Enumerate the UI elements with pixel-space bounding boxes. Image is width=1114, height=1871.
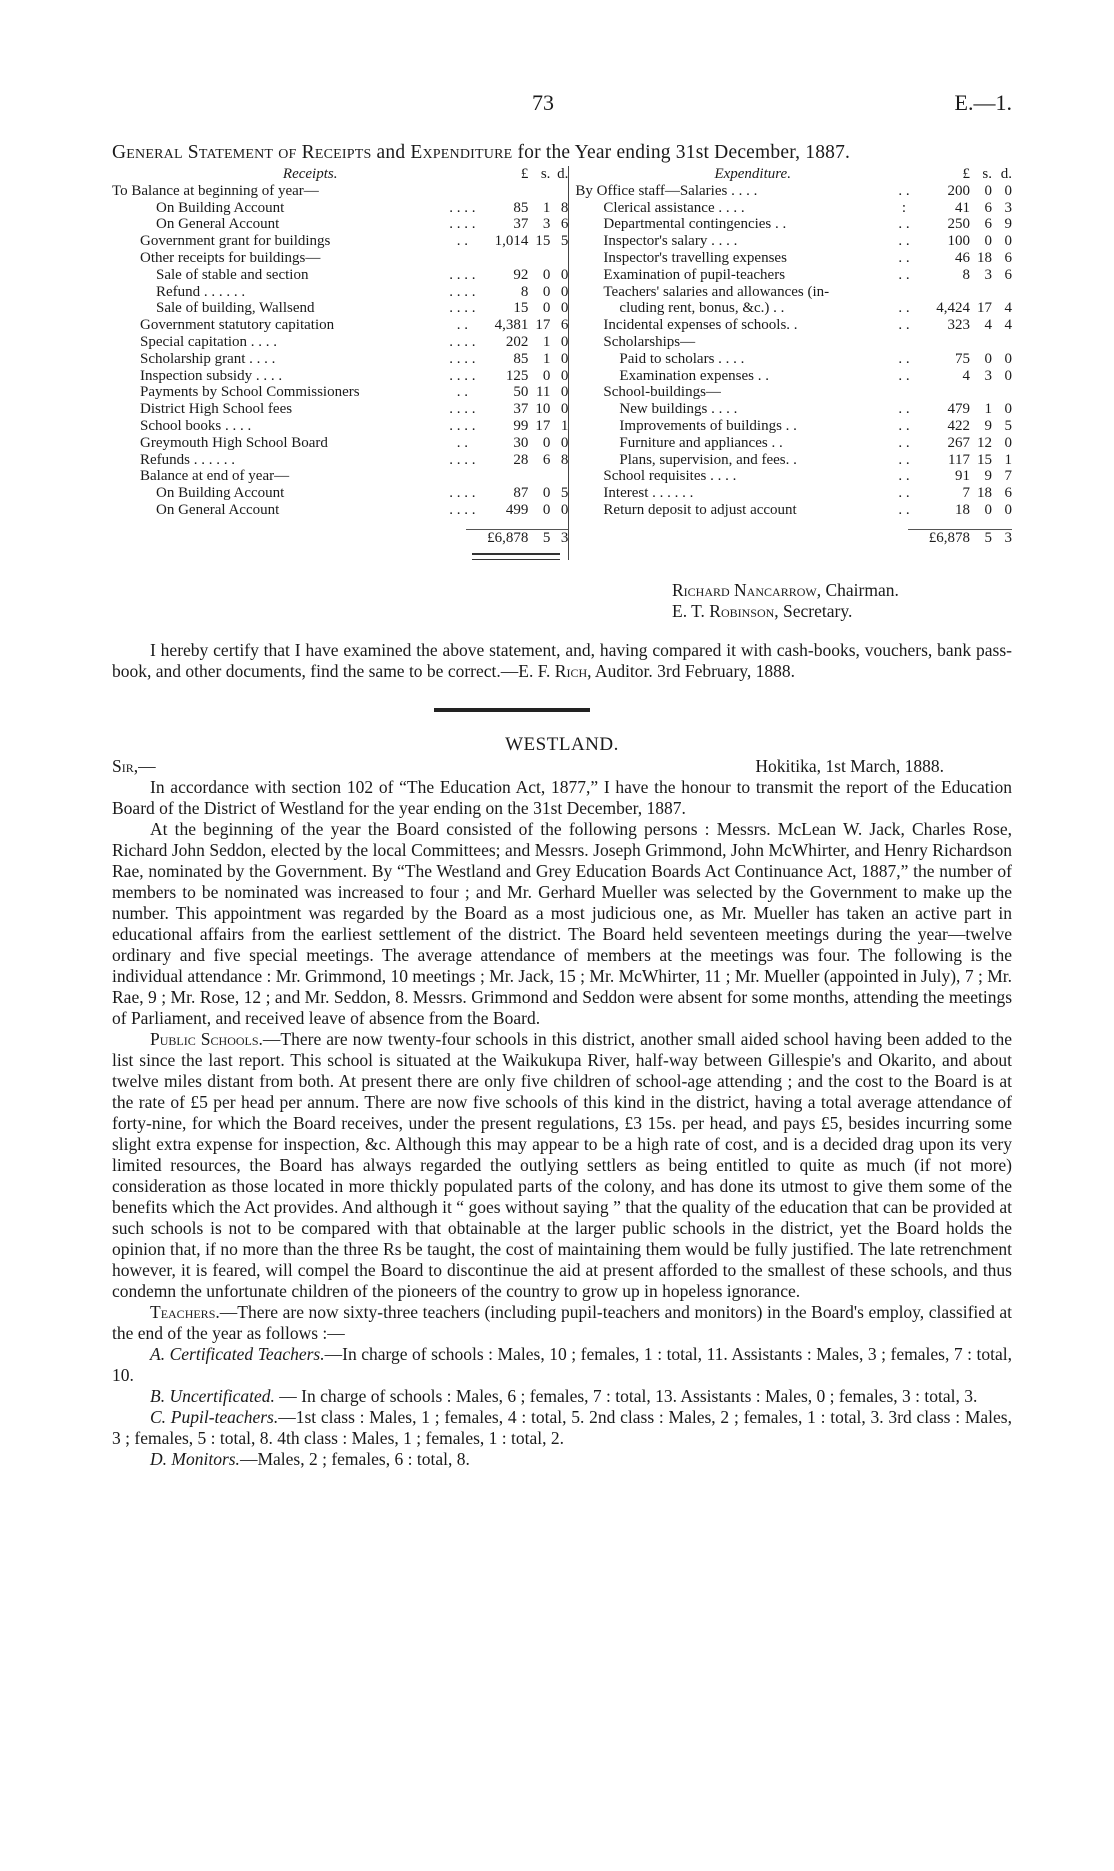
leader-dots: . . . .: [449, 350, 476, 367]
receipt-description: On Building Account: [156, 485, 285, 502]
amount-pence: [550, 250, 568, 267]
receipt-description: Government grant for buildings: [140, 233, 331, 250]
section-divider: [434, 708, 590, 712]
amount-pence: 7: [1004, 468, 1012, 485]
receipt-description: On General Account: [156, 501, 280, 518]
amount-pounds: 46: [955, 249, 970, 266]
expenditure-row: [575, 200, 1012, 217]
leader-dots: . .: [898, 233, 910, 250]
salutation: Sir,—: [112, 755, 156, 776]
receipt-row: [112, 384, 568, 401]
col-pounds: £: [520, 166, 529, 182]
receipt-row: [112, 216, 568, 233]
amount-shillings: 1: [984, 401, 992, 418]
amount-shillings: 0: [542, 434, 551, 451]
amount-pence: 8: [560, 451, 569, 468]
expenditure-row: [575, 250, 1012, 267]
amount-pounds: 87: [513, 485, 529, 502]
amount-pounds: 28: [513, 451, 529, 468]
amount-shillings: 0: [542, 283, 551, 300]
amount-pence: [992, 334, 1012, 351]
receipt-description: Payments by School Commissioners: [140, 384, 360, 401]
amount-shillings: 12: [977, 434, 992, 451]
amount-shillings: 0: [542, 266, 551, 283]
receipts-heading: Receipts.: [282, 166, 338, 182]
statement-title: General Statement of Receipts and Expenditure for the Year ending 31st December, 1887.: [112, 142, 851, 163]
amount-shillings: 1: [542, 199, 551, 216]
leader-dots: . .: [898, 468, 910, 485]
amount-pence: 0: [1004, 401, 1012, 418]
leader-dots: . .: [456, 233, 469, 250]
amount-shillings: [528, 468, 550, 485]
leader-dots: . .: [898, 216, 910, 233]
amount-pounds: 200: [947, 182, 970, 199]
amount-pence: 6: [1004, 485, 1012, 502]
amount-pence: [992, 284, 1012, 301]
amount-shillings: 4: [984, 317, 992, 334]
paragraph-pupil-teachers: C. Pupil-teachers.—1st class : Males, 1 ; females, 4 : total, 5. 2nd class : Males, 2 ; females, 1 : total, 3. 3rd class : Males, 3 ; females, 5 : total, 8. 4th class : Males, 1 ; females, 1 : total, 2.: [112, 1406, 1012, 1448]
accounts-table: [112, 166, 1012, 560]
amount-shillings: [528, 250, 550, 267]
leader-dots: . .: [898, 350, 910, 367]
receipt-row: [112, 284, 568, 301]
receipt-row: [112, 267, 568, 284]
amount-pounds: 18: [955, 501, 970, 518]
amount-shillings: 6: [984, 199, 992, 216]
expenditure-header: Expenditure. £ s. d.: [575, 166, 1012, 183]
amount-shillings: 6: [984, 216, 992, 233]
amount-pounds: 267: [947, 434, 970, 451]
amount-pence: 1: [560, 417, 569, 434]
receipts-total: £6,878 5 3: [112, 529, 568, 547]
expenditure-column: [569, 166, 1012, 560]
expenditure-description: School requisites . . . .: [603, 468, 737, 485]
amount-shillings: 0: [984, 501, 992, 518]
receipt-row: [112, 317, 568, 334]
leader-dots: . .: [898, 182, 910, 199]
amount-pounds: [918, 284, 970, 301]
expenditure-row: [575, 183, 1012, 200]
amount-shillings: 0: [542, 485, 551, 502]
leader-dots: . . . .: [449, 367, 476, 384]
leader-dots: . .: [898, 451, 910, 468]
amount-pounds: 422: [947, 417, 970, 434]
expenditure-description: Paid to scholars . . . .: [619, 350, 745, 367]
expenditure-row: [575, 468, 1012, 485]
leader-dots: . . . .: [449, 283, 476, 300]
amount-pence: 0: [560, 434, 569, 451]
leader-dots: . .: [898, 266, 910, 283]
amount-pounds: [476, 250, 528, 267]
amount-shillings: 10: [535, 401, 551, 418]
leader-dots: . . . .: [449, 266, 476, 283]
expenditure-description: Examination of pupil-teachers: [603, 266, 786, 283]
paragraph-certificated: A. Certificated Teachers.—In charge of schools : Males, 10 ; females, 1 : total, 11. Assistants : Males, 3 ; females, 7 : total, 10.: [112, 1343, 1012, 1385]
amount-pounds: 323: [947, 317, 970, 334]
leader-dots: [448, 468, 476, 485]
document-reference: E.—1.: [954, 90, 1012, 115]
expenditure-description: Clerical assistance . . . .: [603, 199, 745, 216]
secretary-signature: E. T. Robinson, Secretary.: [672, 600, 853, 621]
amount-pounds: 37: [513, 401, 529, 418]
amount-pounds: 202: [505, 333, 529, 350]
page-number: 73: [532, 90, 554, 115]
amount-shillings: 3: [542, 216, 551, 233]
auditor-certificate: I hereby certify that I have examined the above statement, and, having compared it with cash-books, vouchers, bank pass-book, and other documents, find the same to be correct.—E. F. Rich, Auditor. 3rd February, 1888.: [112, 639, 1012, 681]
amount-shillings: 0: [984, 350, 992, 367]
leader-dots: . . . .: [449, 333, 476, 350]
amount-shillings: [970, 284, 992, 301]
amount-pounds: 250: [947, 216, 970, 233]
amount-pence: 0: [560, 333, 569, 350]
amount-pence: 6: [560, 317, 569, 334]
amount-pence: 1: [1004, 451, 1012, 468]
expenditure-row: [575, 233, 1012, 250]
expenditure-row: [575, 384, 1012, 401]
leader-dots: . . . .: [449, 401, 476, 418]
amount-pence: 0: [1004, 182, 1012, 199]
amount-shillings: 15: [535, 233, 551, 250]
receipt-row: [112, 502, 568, 519]
amount-pounds: 41: [955, 199, 970, 216]
receipts-column: [112, 166, 569, 560]
expenditure-row: [575, 368, 1012, 385]
amount-pounds: 479: [947, 401, 970, 418]
expenditure-row: [575, 401, 1012, 418]
leader-dots: [890, 334, 918, 351]
leader-dots: . .: [898, 501, 910, 518]
amount-shillings: 17: [535, 317, 551, 334]
leader-dots: [448, 250, 476, 267]
receipt-row: [112, 435, 568, 452]
leader-dots: . . . .: [449, 199, 476, 216]
amount-pence: 3: [1004, 199, 1012, 216]
expenditure-description: Plans, supervision, and fees. .: [619, 451, 797, 468]
receipt-row: [112, 351, 568, 368]
leader-dots: [890, 284, 918, 301]
receipt-row: [112, 250, 568, 267]
amount-shillings: 0: [984, 233, 992, 250]
leader-dots: [448, 183, 476, 200]
amount-pounds: 7: [962, 485, 970, 502]
amount-pounds: 37: [513, 216, 529, 233]
amount-shillings: 0: [984, 182, 992, 199]
amount-pounds: 4: [962, 367, 970, 384]
paragraph-uncertificated: B. Uncertificated. — In charge of schools : Males, 6 ; females, 7 : total, 13. Assistants : Males, 0 ; females, 3 : total, 3.: [150, 1385, 978, 1406]
expenditure-description: Improvements of buildings . .: [619, 417, 797, 434]
amount-shillings: 0: [542, 300, 551, 317]
amount-pence: [550, 183, 568, 200]
amount-pounds: 91: [955, 468, 970, 485]
receipt-description: Other receipts for buildings—: [140, 249, 321, 266]
leader-dots: . . . .: [449, 216, 476, 233]
receipt-description: School books . . . .: [140, 417, 252, 434]
amount-shillings: 1: [542, 350, 551, 367]
amount-pounds: 50: [513, 384, 529, 401]
leader-dots: . . . .: [449, 417, 476, 434]
expenditure-description: Departmental contingencies . .: [603, 216, 787, 233]
amount-shillings: 9: [984, 417, 992, 434]
receipt-row: [112, 233, 568, 250]
amount-shillings: 9: [984, 468, 992, 485]
receipt-description: To Balance at beginning of year—: [112, 182, 319, 199]
leader-dots: . .: [898, 317, 910, 334]
receipt-description: Balance at end of year—: [140, 468, 290, 485]
amount-pounds: 125: [505, 367, 529, 384]
amount-pounds: 1,014: [494, 233, 529, 250]
letter-opening: [112, 756, 1012, 777]
leader-dots: . .: [898, 249, 910, 266]
amount-pence: 5: [560, 485, 569, 502]
amount-shillings: 3: [984, 367, 992, 384]
expenditure-description: School-buildings—: [603, 384, 721, 401]
amount-pence: 9: [1004, 216, 1012, 233]
expenditure-description: Teachers' salaries and allowances (in-: [603, 283, 830, 300]
receipt-row: [112, 418, 568, 435]
leader-dots: . .: [456, 434, 469, 451]
expenditure-row: [575, 267, 1012, 284]
amount-pounds: 30: [513, 434, 529, 451]
expenditure-description: Examination expenses . .: [619, 367, 769, 384]
amount-shillings: 17: [535, 417, 551, 434]
amount-pounds: 15: [513, 300, 529, 317]
receipt-description: Scholarship grant . . . .: [140, 350, 276, 367]
amount-pounds: 117: [948, 451, 970, 468]
amount-pence: 0: [1004, 367, 1012, 384]
amount-pence: [550, 468, 568, 485]
amount-pounds: 499: [505, 501, 529, 518]
receipt-description: Sale of stable and section: [156, 266, 309, 283]
amount-shillings: 15: [977, 451, 992, 468]
amount-pence: 6: [560, 216, 569, 233]
col-shillings: s.: [540, 166, 551, 182]
leader-dots: . .: [898, 417, 910, 434]
section-title: WESTLAND.: [505, 733, 619, 755]
receipt-description: District High School fees: [140, 401, 293, 418]
receipt-row: [112, 200, 568, 217]
expenditure-description: Inspector's salary . . . .: [603, 233, 738, 250]
amount-shillings: 17: [977, 300, 992, 317]
paragraph-public-schools: Public Schools.—There are now twenty-four schools in this district, another small aided school having been added to the list since the last report. This school is situated at the Waikukupa River, half-way between Gillespie's and Okarito, and about twelve miles distant from both. At present there are only five children of school-age attending ; and the cost to the Board is at the rate of £5 per head per annum. There are now five schools of this kind in the district, having a total average attendance of forty-nine, for which the Board receives, under the present regulations, £3 15s. per head, and pays £5, besides incurring some slight extra expense for inspection, &c. Although this may appear to be a high rate of cost, and is a decided drag upon its very limited resources, the Board has always regarded the outlying settlers as being entitled to quite as much (if not more) consideration as those located in more thickly populated parts of the colony, and has done its utmost to give them some of the benefits which the Act provides. And although it “ goes without saying ” that the quality of the education that can be provided at such schools is not to be compared with that obtainable at the larger public schools in the district, yet the Board holds the opinion that, if no more than the three Rs be taught, the cost of maintaining them would be fully justified. The late retrenchment however, it is feared, will compel the Board to discontinue the aid at present afforded to the smallest of these schools, and thus condemn the unfortunate children of the pioneers of the country to grow up in hopeless ignorance.: [112, 1028, 1012, 1301]
amount-pounds: 85: [513, 350, 529, 367]
paragraph-monitors: D. Monitors.—Males, 2 ; females, 6 : total, 8.: [150, 1448, 470, 1469]
receipt-description: Special capitation . . . .: [140, 333, 278, 350]
expenditure-row: [575, 452, 1012, 469]
amount-pence: 0: [1004, 501, 1012, 518]
leader-dots: . .: [898, 434, 910, 451]
leader-dots: . .: [898, 485, 910, 502]
expenditure-description: By Office staff—Salaries . . . .: [575, 182, 758, 199]
leader-dots: [890, 384, 918, 401]
expenditure-row: [575, 216, 1012, 233]
amount-shillings: 6: [542, 451, 551, 468]
amount-pence: 0: [560, 350, 569, 367]
receipt-description: Refunds . . . . . .: [140, 451, 235, 468]
paragraph-teachers: Teachers.—There are now sixty-three teachers (including pupil-teachers and monitors) in the Board's employ, classified at the end of the year as follows :—: [112, 1301, 1012, 1343]
amount-pounds: 92: [513, 266, 529, 283]
amount-pence: 6: [1004, 266, 1012, 283]
amount-pence: 0: [560, 501, 569, 518]
expenditure-row: [575, 300, 1012, 317]
amount-pence: 0: [560, 266, 569, 283]
leader-dots: . . . .: [449, 300, 476, 317]
amount-pounds: 100: [947, 233, 970, 250]
amount-pence: 8: [560, 199, 569, 216]
expenditure-description: Return deposit to adjust account: [603, 501, 797, 518]
amount-pence: 5: [1004, 417, 1012, 434]
letter-date: Hokitika, 1st March, 1888.: [755, 755, 944, 776]
receipt-row: [112, 300, 568, 317]
chairman-signature: Richard Nancarrow, Chairman.: [672, 579, 899, 600]
leader-dots: . .: [898, 401, 910, 418]
amount-shillings: 0: [542, 501, 551, 518]
amount-pence: 0: [1004, 350, 1012, 367]
document-page: [112, 0, 1012, 1470]
receipt-row: [112, 401, 568, 418]
expenditure-row: [575, 435, 1012, 452]
leader-dots: . . . .: [449, 451, 476, 468]
amount-shillings: 1: [542, 333, 551, 350]
amount-pounds: [476, 183, 528, 200]
expenditure-row: [575, 284, 1012, 301]
amount-shillings: 11: [535, 384, 551, 401]
leader-dots: . .: [456, 384, 469, 401]
amount-pounds: 8: [962, 266, 970, 283]
amount-pounds: 99: [513, 417, 529, 434]
leader-dots: . .: [898, 300, 910, 317]
amount-pence: 0: [560, 401, 569, 418]
amount-shillings: 0: [542, 367, 551, 384]
page-header: [112, 0, 1012, 118]
receipt-row: [112, 452, 568, 469]
amount-pounds: 4,381: [494, 317, 529, 334]
amount-pence: 0: [560, 384, 569, 401]
double-rule: [472, 553, 560, 560]
amount-pence: 4: [1004, 300, 1012, 317]
expenditure-description: Interest . . . . . .: [603, 485, 694, 502]
receipt-description: Inspection subsidy . . . .: [140, 367, 283, 384]
amount-pounds: 75: [955, 350, 970, 367]
expenditure-description: Inspector's travelling expenses: [603, 249, 787, 266]
amount-pence: 5: [560, 233, 569, 250]
amount-pence: 0: [560, 367, 569, 384]
receipt-description: Government statutory capitation: [140, 317, 335, 334]
amount-pounds: 4,424: [936, 300, 970, 317]
amount-pence: 0: [1004, 233, 1012, 250]
receipt-description: Greymouth High School Board: [140, 434, 328, 451]
amount-pounds: [476, 468, 528, 485]
receipt-row: [112, 183, 568, 200]
amount-pence: 6: [1004, 249, 1012, 266]
amount-pounds: [918, 384, 970, 401]
leader-dots: . .: [898, 367, 910, 384]
amount-pence: 0: [1004, 434, 1012, 451]
leader-dots: :: [901, 199, 907, 216]
expenditure-row: [575, 502, 1012, 519]
amount-shillings: [970, 384, 992, 401]
expenditure-description: New buildings . . . .: [619, 401, 738, 418]
expenditure-total: £6,878 5 3: [575, 529, 1012, 547]
expenditure-heading: Expenditure.: [714, 166, 791, 182]
leader-dots: . . . .: [449, 485, 476, 502]
amount-pence: 4: [1004, 317, 1012, 334]
receipt-row: [112, 368, 568, 385]
receipt-row: [112, 334, 568, 351]
expenditure-description: cluding rent, bonus, &c.) . .: [619, 300, 785, 317]
expenditure-row: [575, 485, 1012, 502]
amount-pence: [992, 384, 1012, 401]
receipt-description: On Building Account: [156, 199, 285, 216]
receipts-header: [112, 166, 568, 183]
expenditure-row: [575, 351, 1012, 368]
amount-pounds: 85: [513, 199, 529, 216]
amount-shillings: [528, 183, 550, 200]
expenditure-description: Incidental expenses of schools. .: [603, 317, 798, 334]
expenditure-row: [575, 418, 1012, 435]
amount-shillings: [970, 334, 992, 351]
paragraph-board: At the beginning of the year the Board consisted of the following persons : Messrs. McLean W. Jack, Charles Rose, Richard John Seddon, elected by the local Committees; and Messrs. Joseph Grimmond, John McWhirter, and Henry Richardson Rae, nominated by the Government. By “The Westland and Grey Education Boards Act Continuance Act, 1887,” the number of members to be nominated was increased to four ; and Mr. Gerhard Mueller was selected by the Government to make up the number. This appointment was regarded by the Board as a most judicious one, as Mr. Mueller has taken an active part in educational affairs from the earliest settlement of the district. The Board held seventeen meetings during the year—twelve ordinary and five special meetings. The average attendance of members at the meetings was four. The following is the individual attendance : Mr. Grimmond, 10 meetings ; Mr. Jack, 15 ; Mr. McWhirter, 11 ; Mr. Mueller (appointed in July), 7 ; Mr. Rae, 9 ; Mr. Rose, 12 ; and Mr. Seddon, 8. Messrs. Grimmond and Seddon were absent for some months, attending the meetings of Parliament, and received leave of absence from the Board.: [112, 818, 1012, 1028]
amount-pence: 0: [560, 300, 569, 317]
receipt-row: [112, 468, 568, 485]
expenditure-row: [575, 317, 1012, 334]
leader-dots: . . . .: [449, 501, 476, 518]
receipt-row: [112, 485, 568, 502]
signatures: [672, 580, 1012, 622]
amount-pounds: [918, 334, 970, 351]
receipt-description: Sale of building, Wallsend: [156, 300, 315, 317]
receipt-description: On General Account: [156, 216, 280, 233]
col-pence: d.: [557, 166, 569, 182]
amount-shillings: 18: [977, 249, 992, 266]
amount-shillings: 18: [977, 485, 992, 502]
leader-dots: . .: [456, 317, 469, 334]
expenditure-row: [575, 334, 1012, 351]
expenditure-description: Scholarships—: [603, 333, 696, 350]
receipt-description: Refund . . . . . .: [156, 283, 246, 300]
paragraph-intro: In accordance with section 102 of “The Education Act, 1877,” I have the honour to transmit the report of the Education Board of the District of Westland for the year ending on the 31st December, 1887.: [112, 776, 1012, 818]
expenditure-description: Furniture and appliances . .: [619, 434, 783, 451]
amount-pence: 0: [560, 283, 569, 300]
amount-pounds: 8: [520, 283, 529, 300]
amount-shillings: 3: [984, 266, 992, 283]
